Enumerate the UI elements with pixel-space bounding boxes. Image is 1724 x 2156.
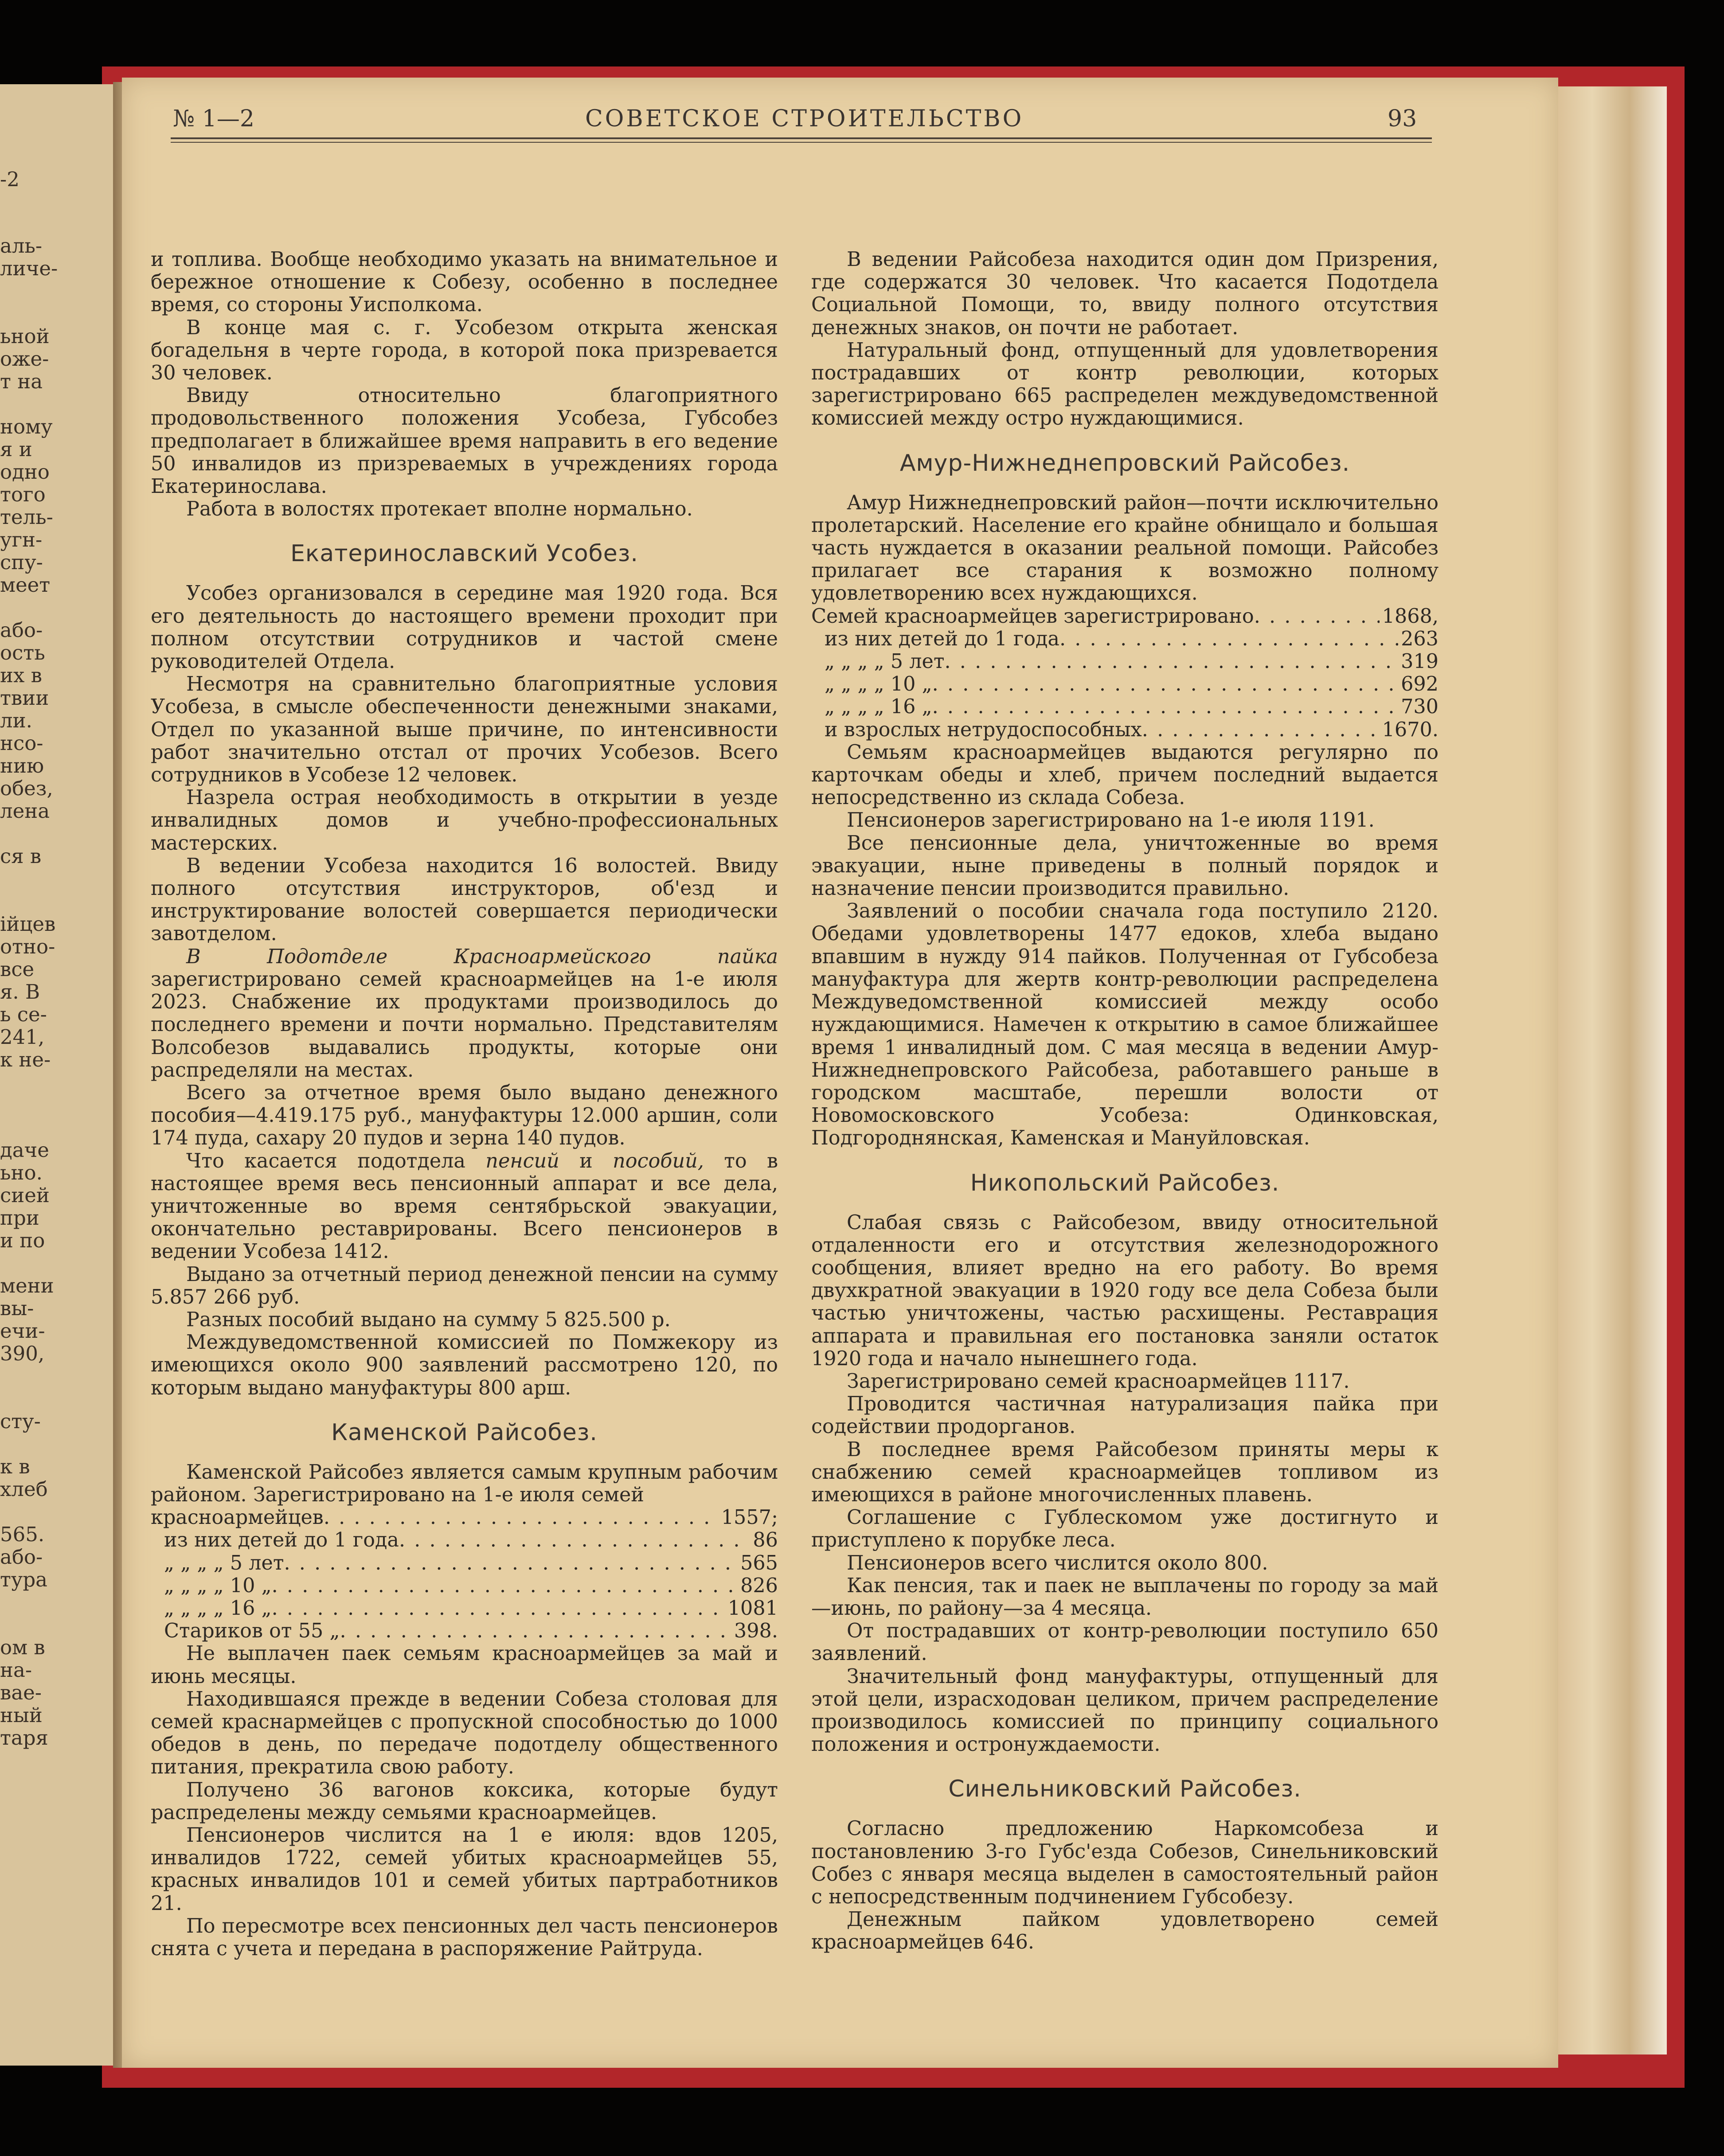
table-row [151, 1620, 778, 1642]
table-row [151, 1552, 778, 1574]
paragraph: Зарегистрировано семей красноармейцев 1117. [847, 1370, 1350, 1393]
paragraph: Ввиду относительно благоприятного продовольственного положения Усобеза, Губсобез предполагает в ближайшее время направить в его ведение 50 инвалидов из призреваемых в учреждениях города Екатеринослава. [151, 384, 778, 498]
left-page-text-fragment: мени [0, 1274, 54, 1297]
left-page-text-fragment: ному [0, 415, 53, 438]
table-row [151, 1506, 778, 1529]
table-row-label: „ „ „ „ 5 лет [164, 1551, 284, 1574]
header-rule-top [171, 137, 1432, 139]
paragraph: Находившаяся прежде в ведении Собеза столовая для семей краснармейцев с пропускной способностью до 1000 обедов в день, по передаче подотделу общественного питания, прекратила свою работу. [151, 1687, 778, 1779]
left-page-text-fragment: або- [0, 618, 43, 642]
section-heading-kamenskoy: Каменской Райсобез. [331, 1419, 598, 1446]
left-page-text-fragment: ьной [0, 324, 50, 348]
paragraph: Заявлений о пособии сначала года поступило 2120. Обедами удовлетворены 1477 едоков, хлеба выдано впавшим в нужду 914 пайков. Полученная от Губсобеза мануфактура для жертв контр-революции распределена Междуведомственной комиссией между особо нуждающимися. Намечен к открытию в самое ближайшее время 1 инвалидный дом. С мая месяца в ведении Амур-Нижнеднепровского Райсобеза, работавшего раньше в городском масштабе, перешли волости от Новомосковского Усобеза: Одинковская, Подгороднянская, Каменская и Мануйловская. [811, 900, 1439, 1150]
left-page-text-fragment: ійцев [0, 912, 56, 936]
table-row-label: красноармейцев [151, 1506, 324, 1529]
table-row-label: Семей красноармейцев зарегистрировано [811, 605, 1254, 628]
table-row-label: „ „ „ „ 16 „ [825, 695, 932, 719]
left-page-text-fragment: хлеб [0, 1477, 48, 1501]
left-page-text-fragment: аль- [0, 234, 43, 258]
table-row [811, 605, 1439, 628]
paragraph: Семьям красноармейцев выдаются регулярно по карточкам обеды и хлеб, причем последний выдается непосредственно из склада Собеза. [811, 741, 1439, 809]
paragraph-text: зарегистрировано семей красноармейцев на 1-е июля 2023. Снабжение их продуктами производилось до последнего времени и почти нормально. Представителям Волсобезов выдавались продукты, которые они распределяли на местах. [151, 968, 778, 1082]
table-row-value: 1868, [1382, 605, 1439, 628]
statistics-table [151, 1506, 778, 1642]
issue-number: № 1—2 [173, 105, 254, 132]
paragraph: Согласно предложению Наркомсобеза и постановлению 3-го Губс'езда Собезов, Синельниковский Собез с января месяца выделен в самостоятельный район с непосредственным подчинением Губсобезу. [811, 1817, 1439, 1908]
page-stack-edge [1543, 86, 1667, 2054]
table-row [151, 1574, 778, 1597]
left-page-text-fragment: твии [0, 686, 49, 710]
paragraph-text: Что касается подотдела [186, 1149, 486, 1172]
left-page-text-fragment: ьно. [0, 1161, 43, 1184]
left-page-text-fragment: нсо- [0, 731, 43, 755]
paragraph: Всего за отчетное время было выдано денежного пособия—4.419.175 руб., мануфактуры 12.000 аршин, соли 174 пуда, сахару 20 пудов и зерна 140 пудов. [151, 1081, 778, 1150]
paragraph: Работа в волостях протекает вполне нормально. [186, 498, 693, 521]
left-page-text-fragment: ный [0, 1703, 43, 1727]
paragraph: Получено 36 вагонов коксика, которые будут распределены между семьями красноармейцев. [151, 1778, 778, 1824]
table-row-label: „ „ „ „ 10 „ [164, 1574, 272, 1597]
paragraph: Не выплачен паек семьям красноармейцев за май и июнь месяцы. [151, 1642, 778, 1688]
leader-dots [284, 1552, 738, 1574]
left-page-text-fragment: личе- [0, 257, 58, 280]
left-page-text-fragment: вы- [0, 1297, 34, 1320]
paragraph: Как пенсия, так и паек не выплачены по городу за май—июнь, по району—за 4 месяца. [811, 1574, 1439, 1620]
leader-dots [1059, 628, 1398, 650]
left-page-text-fragment: ся в [0, 844, 42, 868]
italic-term: пенсий [485, 1149, 559, 1172]
left-page-text-fragment: оже- [0, 347, 49, 371]
left-page-text-fragment: т на [0, 370, 43, 393]
left-page-text-fragment: отно- [0, 935, 55, 958]
table-row-label: „ „ „ „ 10 „ [825, 673, 932, 696]
statistics-table [811, 605, 1439, 741]
left-page-text-fragment: сией [0, 1183, 50, 1207]
paragraph: Слабая связь с Райсобезом, ввиду относительной отдаленности его и отсутствия железнодорожного сообщения, влияет вредно на его работу. Во время двухкратной эвакуации в 1920 году все дела Собеза были частью уничтожены, частью расхищены. Реставрация аппарата и правильная его постановка заняли остаток 1920 года и начало нынешнего года. [811, 1211, 1439, 1370]
italic-subsection: В Подотделе Красноармейского пайка [186, 945, 778, 968]
table-row [811, 673, 1439, 695]
left-page-text-fragment: 390, [0, 1342, 45, 1365]
section-heading-ekaterinoslav: Екатеринославский Усобез. [290, 540, 638, 567]
header-rule-bottom [171, 142, 1432, 143]
table-row [811, 628, 1439, 650]
leader-dots [932, 695, 1398, 718]
paragraph: и топлива. Вообще необходимо указать на внимательное и бережное отношение к Собезу, особенно в последнее время, со стороны Уисполкома. [151, 248, 778, 316]
left-page-text-fragment: ь се- [0, 1003, 47, 1026]
left-page-text-fragment: 241, [0, 1025, 45, 1049]
left-column [151, 248, 778, 1960]
paragraph: Несмотря на сравнительно благоприятные условия Усобеза, в смысле обеспеченности денежными знаками, Отдел по указанной выше причине, по интенсивности работ значительно отстал от прочих Усобезов. Всего сотрудников в Усобезе 12 человек. [151, 673, 778, 787]
table-row-label: и взрослых нетрудоспособных [825, 718, 1142, 741]
section-heading-nikopol: Никопольский Райсобез. [970, 1169, 1280, 1196]
paragraph [151, 945, 778, 1082]
left-page-text-fragment: таря [0, 1726, 48, 1750]
left-page-text-fragment: сту- [0, 1410, 41, 1433]
paragraph: В ведении Усобеза находится 16 волостей. Ввиду полного отсутствия инструкторов, об'езд и инструктирование волостей совершается периодически завотделом. [151, 854, 778, 945]
table-row [811, 719, 1439, 741]
left-page-text-fragment: ли. [0, 709, 32, 732]
left-page-text-fragment: обез, [0, 777, 53, 800]
section-heading-sinelnikovo: Синельниковский Райсобез. [948, 1776, 1302, 1803]
paragraph: Междуведомственной комиссией по Помжекору из имеющихся около 900 заявлений рассмотрено 120, по которым выдано мануфактуры 800 арш. [151, 1331, 778, 1399]
table-row [811, 695, 1439, 718]
left-page-text-fragment: або- [0, 1545, 43, 1569]
left-page-text-fragment: вае- [0, 1681, 42, 1704]
table-row-value: 565 [740, 1551, 778, 1574]
table-row-label: „ „ „ „ 16 „ [164, 1597, 272, 1620]
left-page-text-fragment: я. В [0, 980, 40, 1004]
paragraph-text: то в настоящее время весь пенсионный аппарат и все дела, уничтоженные во время сентябрьской эвакуации, окончательно реставрированы. Всего пенсионеров в ведении Усобеза 1412. [151, 1149, 778, 1263]
paragraph: Усобез организовался в середине мая 1920 года. Вся его деятельность до настоящего времени проходит при полном отсутствии сотрудников и частой смене руководителей Отдела. [151, 582, 778, 673]
left-page-number: -2 [0, 168, 20, 191]
table-row-value: 86 [753, 1529, 778, 1552]
paragraph: Соглашение с Гублескомом уже достигнуто и приступлено к порубке леса. [811, 1506, 1439, 1552]
paragraph: Денежным пайком удовлетворено семей красноармейцев 646. [811, 1908, 1439, 1954]
italic-term: пособий, [613, 1149, 704, 1172]
paragraph: Натуральный фонд, отпущенный для удовлетворения пострадавших от контр революции, которых зарегистрировано 665 распределен междуведомственной комиссией между остро нуждающимися. [811, 339, 1439, 430]
left-page-text-fragment: и по [0, 1229, 45, 1252]
paragraph: Амур Нижнеднепровский район—почти исключительно пролетарский. Население его крайне обнищало и большая часть нуждается в оказании реальной помощи. Райсобез прилагает все старания к возможно полному удовлетворению всех нуждающихся. [811, 491, 1439, 605]
section-heading-amur: Амур-Нижнеднепровский Райсобез. [899, 449, 1350, 477]
left-page-text-fragment: ечи- [0, 1319, 45, 1343]
paragraph: Все пенсионные дела, уничтоженные во время эвакуации, ныне приведены в полный порядок и назначение пенсии производится правильно. [811, 832, 1439, 900]
journal-title: СОВЕТСКОЕ СТРОИТЕЛЬСТВО [585, 105, 1024, 132]
leader-dots [944, 650, 1398, 673]
right-column [811, 248, 1439, 1954]
paragraph: Разных пособий выдано на сумму 5 825.500 р. [186, 1308, 671, 1331]
table-row-value: 1557; [721, 1506, 778, 1529]
paragraph: В ведении Райсобеза находится один дом Призрения, где содержатся 30 человек. Что касается Подотдела Социальной Помощи, то, ввиду полного отсутствия денежных знаков, он почти не работает. [811, 248, 1439, 339]
left-page-text-fragment: спу- [0, 551, 43, 574]
leader-dots [324, 1506, 719, 1529]
left-page-text-fragment: все [0, 957, 35, 981]
paragraph: Значительный фонд мануфактуры, отпущенный для этой цели, израсходован целиком, причем распределение производилось комиссией по принципу социального положения и остронуждаемости. [811, 1665, 1439, 1756]
paragraph: Пенсионеров всего числится около 800. [847, 1551, 1268, 1574]
left-page-text-fragment: того [0, 483, 46, 506]
left-page-text-fragment: дачe [0, 1138, 49, 1162]
table-row-value: 1670. [1382, 718, 1439, 741]
left-page-text-fragment: на- [0, 1658, 32, 1682]
leader-dots [340, 1620, 731, 1642]
left-page-text-fragment: меет [0, 573, 51, 597]
leader-dots [932, 673, 1398, 695]
table-row-value: 692 [1401, 673, 1439, 696]
left-page-fragment [0, 84, 113, 2066]
leader-dots [399, 1529, 750, 1551]
paragraph: Выдано за отчетный период денежной пенсии на сумму 5.857 266 руб. [151, 1263, 778, 1308]
table-row-label: „ „ „ „ 5 лет [825, 650, 945, 673]
paragraph [151, 1150, 778, 1263]
table-row-value: 398. [734, 1620, 778, 1643]
left-page-text-fragment: при [0, 1206, 39, 1230]
paragraph-text: и [559, 1149, 613, 1172]
table-row-value: 1081 [727, 1597, 778, 1620]
left-page-text-fragment: угн- [0, 528, 43, 551]
left-page-text-fragment: я и [0, 437, 32, 461]
left-page-text-fragment: к в [0, 1455, 30, 1478]
left-page-text-fragment: тель- [0, 505, 53, 529]
leader-dots [272, 1574, 738, 1597]
left-page-text-fragment: ость [0, 641, 45, 664]
left-page-text-fragment: ом в [0, 1636, 45, 1659]
left-page-text-fragment: к не- [0, 1048, 51, 1071]
left-page-text-fragment: тура [0, 1568, 48, 1591]
paragraph: Проводится частичная натурализация пайка при содействии продорганов. [811, 1393, 1439, 1438]
leader-dots [272, 1597, 725, 1620]
left-page-text-fragment: лена [0, 799, 50, 823]
table-row-label: из них детей до 1 года [825, 627, 1059, 650]
page-number: 93 [1388, 105, 1417, 132]
paragraph: Назрела острая необходимость в открытии в уезде инвалидных домов и учебно-профессиональных мастерских. [151, 786, 778, 855]
table-row [811, 650, 1439, 673]
paragraph: По пересмотре всех пенсионных дел часть пенсионеров снята с учета и передана в распоряжение Райтруда. [151, 1914, 778, 1961]
table-row-value: 263 [1401, 627, 1439, 650]
paragraph: От пострадавших от контр-революции поступило 650 заявлений. [811, 1620, 1439, 1665]
paragraph: В последнее время Райсобезом приняты меры к снабжению семей красноармейцев топливом из имеющихся в районе многочисленных плавень. [811, 1438, 1439, 1506]
leader-dots [1254, 605, 1380, 628]
paragraph: В конце мая с. г. Усобезом открыта женская богадельня в черте города, в которой пока призревается 30 человек. [151, 316, 778, 385]
paragraph: Каменской Райсобез является самым крупным рабочим районом. Зарегистрировано на 1-е июля семей [151, 1461, 778, 1506]
table-row [151, 1529, 778, 1551]
table-row-value: 730 [1401, 695, 1439, 719]
leader-dots [1142, 719, 1380, 741]
table-row-value: 826 [740, 1574, 778, 1597]
left-page-text-fragment: нию [0, 754, 44, 777]
left-page-text-fragment: 565. [0, 1523, 45, 1546]
left-page-text-fragment: их в [0, 664, 43, 687]
table-row-value: 319 [1401, 650, 1439, 673]
table-row-label: из них детей до 1 года [164, 1529, 399, 1552]
table-row-label: Стариков от 55 „ [164, 1620, 340, 1643]
left-page-text-fragment: одно [0, 460, 50, 484]
paragraph: Пенсионеров числится на 1 е июля: вдов 1205, инвалидов 1722, семей убитых красноармейцев 55, красных инвалидов 101 и семей убитых партработников 21. [151, 1824, 778, 1915]
paragraph: Пенсионеров зарегистрировано на 1-е июля 1191. [847, 809, 1375, 832]
table-row [151, 1597, 778, 1620]
